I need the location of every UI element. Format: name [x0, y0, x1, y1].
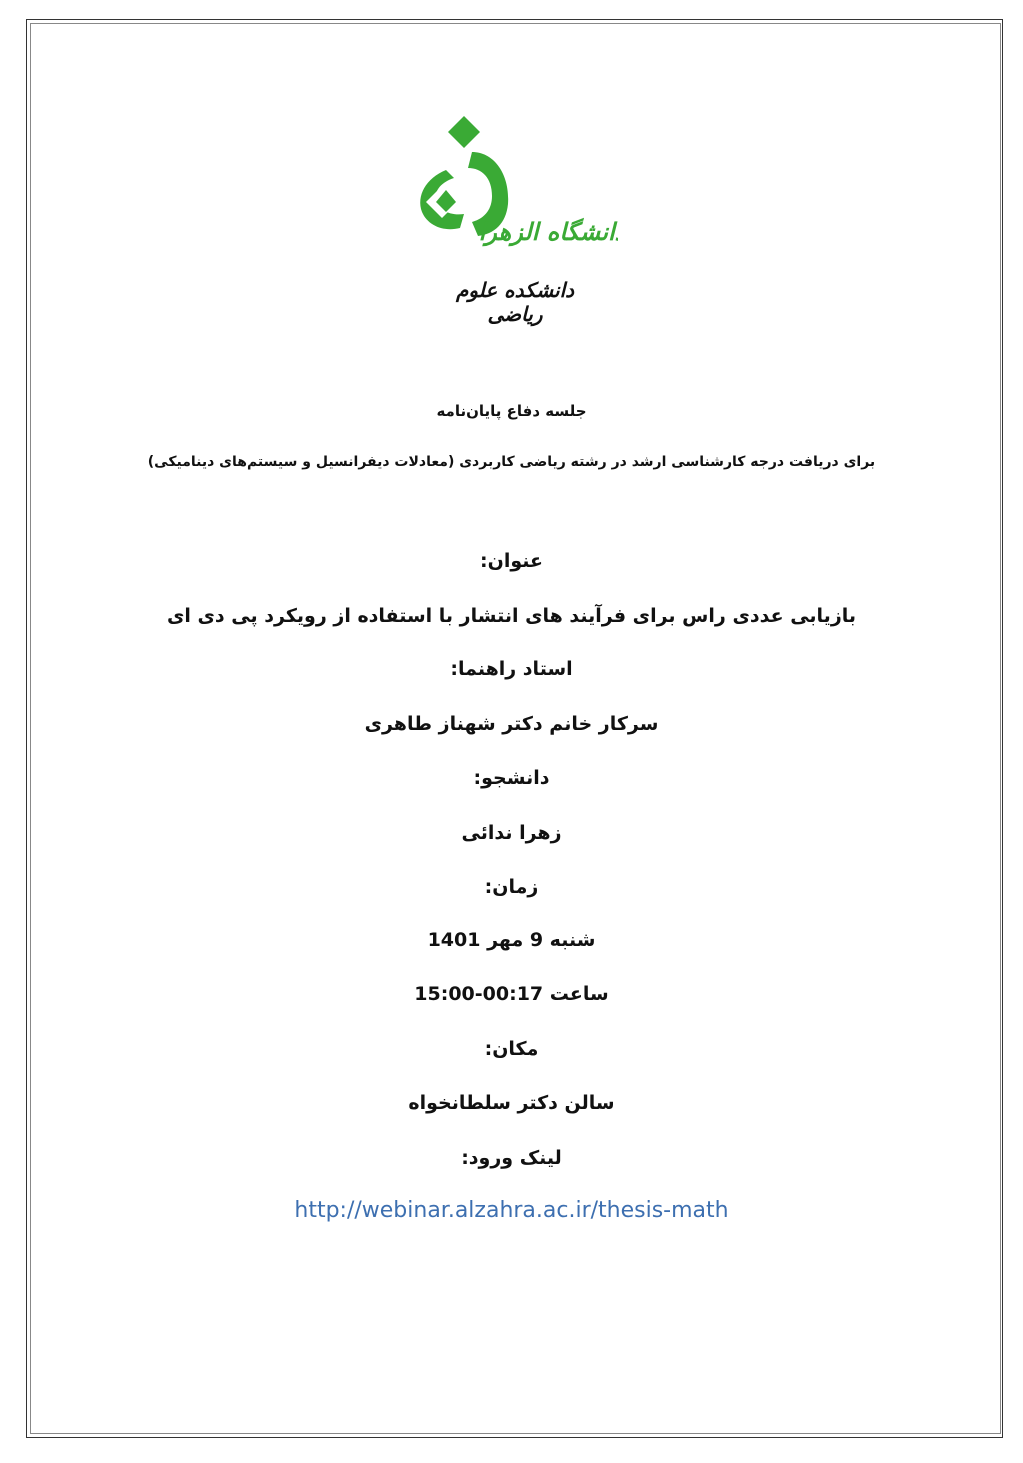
student-label: دانشجو: [473, 767, 550, 789]
advisor-label: استاد راهنما: [450, 658, 573, 680]
place-label: مکان: [484, 1038, 539, 1060]
title-label: عنوان: [480, 550, 543, 572]
title-value: بازیابی عددی راس برای فرآیند های انتشار با استفاده از رویکرد پی دی ای [166, 605, 857, 627]
university-logo [412, 112, 618, 252]
hours-value: ساعت 00:17-15:00 [414, 983, 609, 1005]
webinar-link[interactable]: http://webinar.alzahra.ac.ir/thesis-math [294, 1198, 729, 1223]
date-value: شنبه 9 مهر 1401 [427, 929, 596, 951]
link-label: لینک ورود: [461, 1147, 562, 1169]
advisor-value: سرکار خانم دکتر شهناز طاهری [364, 713, 659, 735]
heading: جلسه دفاع پایان‌نامه [436, 402, 587, 420]
logo-text: دانشگاه الزهرا [478, 217, 618, 246]
time-label: زمان: [484, 876, 539, 898]
faculty-name: دانشکده علوم ریاضی [455, 278, 575, 326]
student-value: زهرا ندائی [461, 822, 562, 844]
place-value: سالن دکتر سلطانخواه [408, 1092, 615, 1114]
subheading: برای دریافت درجه کارشناسی ارشد در رشته ریاضی کاربردی (معادلات دیفرانسیل و سیستم‌های دینامیکی) [147, 454, 876, 470]
